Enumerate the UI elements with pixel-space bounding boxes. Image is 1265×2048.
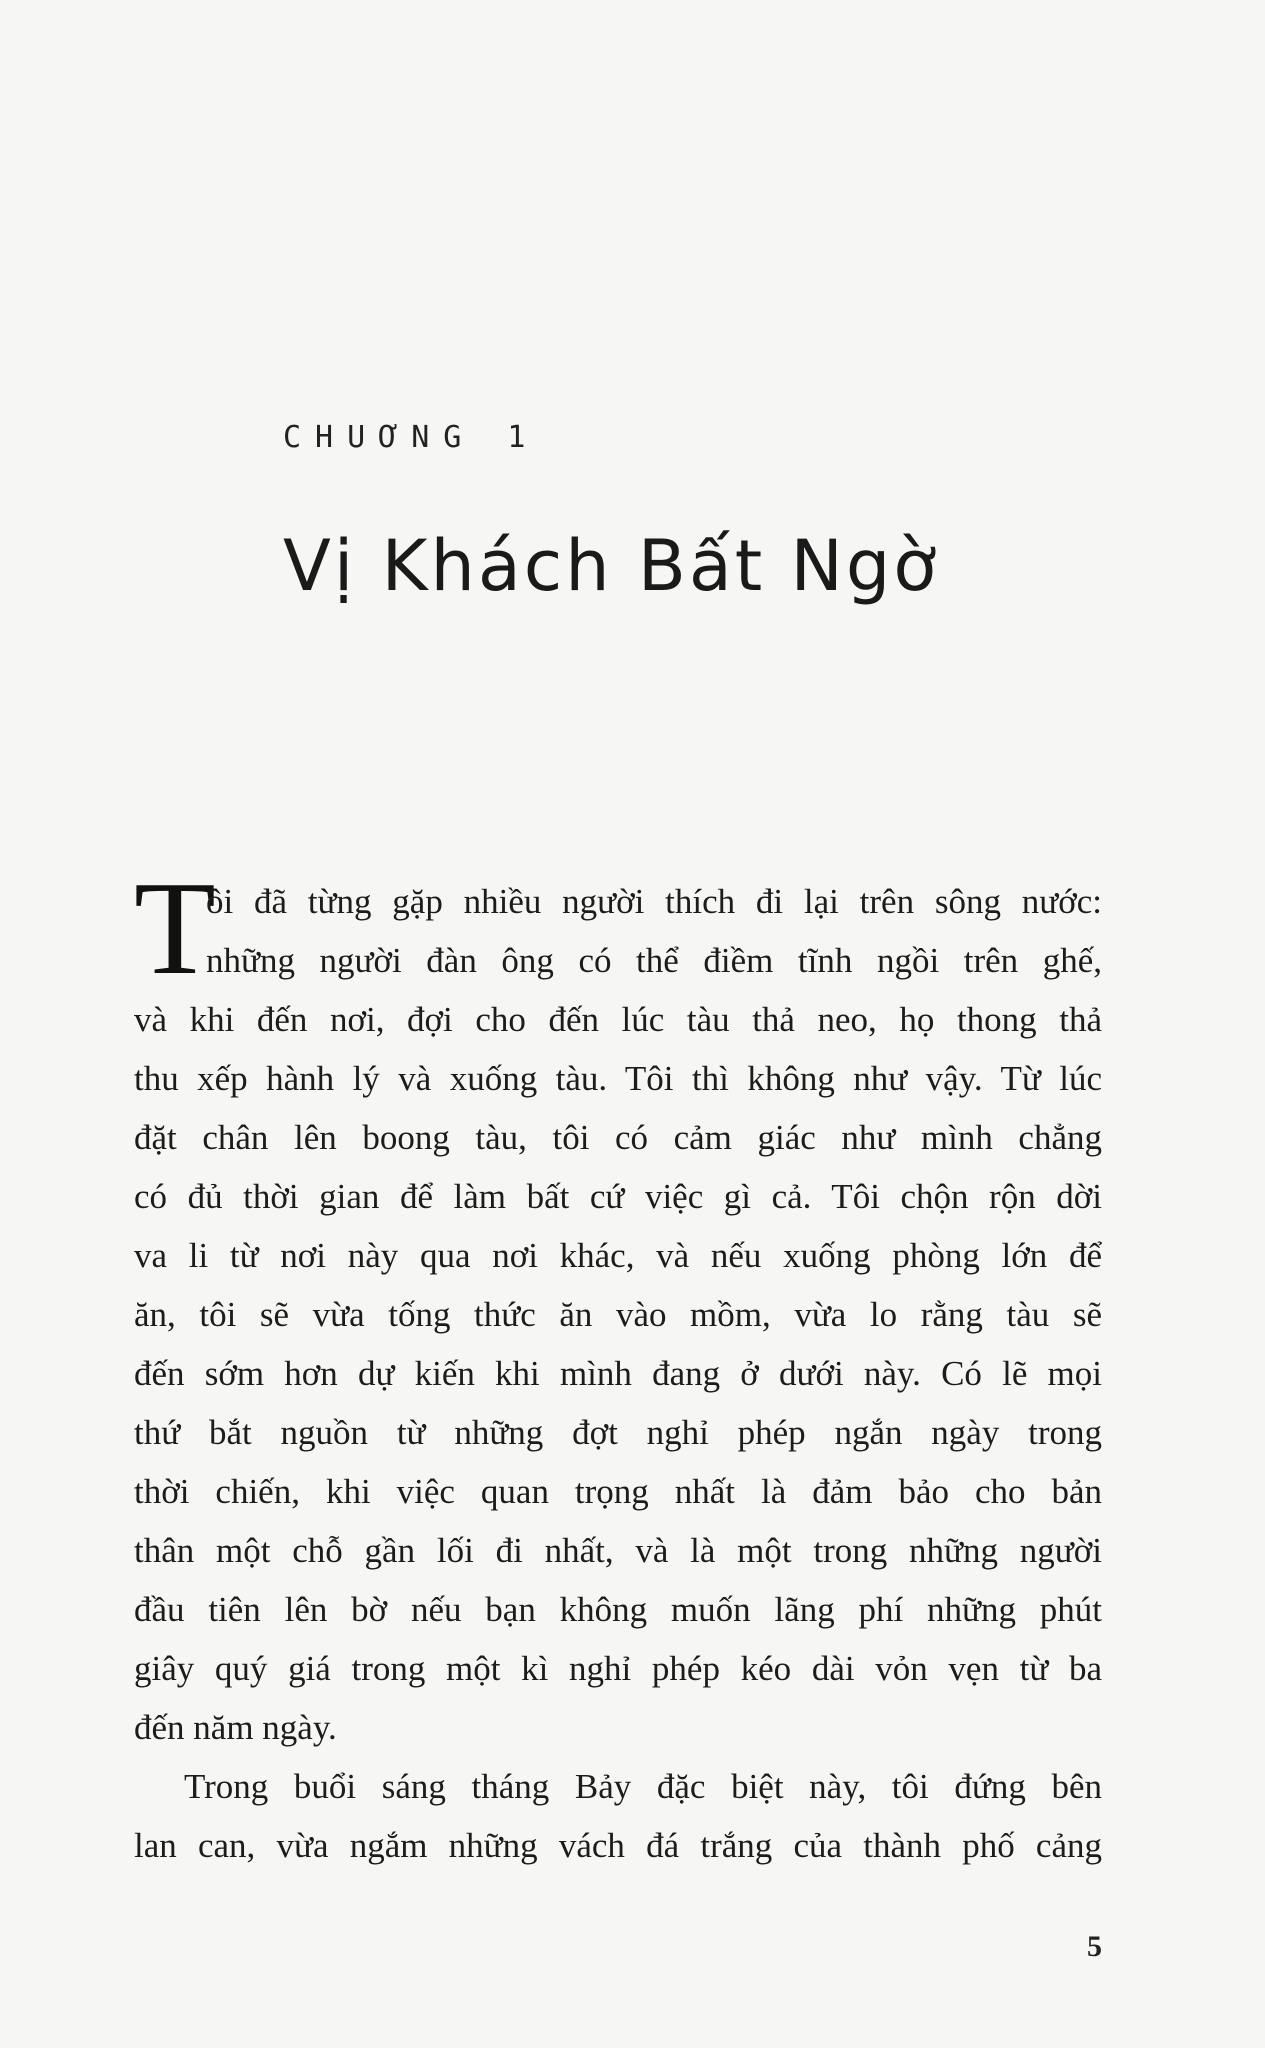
text-line: thời chiến, khi việc quan trọng nhất là đảm bảo cho bản bbox=[134, 1472, 1102, 1511]
text-line: ăn, tôi sẽ vừa tống thức ăn vào mồm, vừa lo rằng tàu sẽ bbox=[134, 1295, 1102, 1334]
text-line: thứ bắt nguồn từ những đợt nghỉ phép ngắn ngày trong bbox=[134, 1413, 1102, 1452]
text-line: đến sớm hơn dự kiến khi mình đang ở dưới này. Có lẽ mọi bbox=[134, 1354, 1102, 1393]
chapter-label: CHUƠNG 1 bbox=[283, 420, 540, 455]
text-line: đặt chân lên boong tàu, tôi có cảm giác như mình chẳng bbox=[134, 1118, 1102, 1157]
text-line: giây quý giá trong một kì nghỉ phép kéo dài vỏn vẹn từ ba bbox=[134, 1649, 1102, 1688]
dropcap-letter: T bbox=[134, 854, 216, 1002]
text-line: ôi đã từng gặp nhiều người thích đi lại trên sông nước: bbox=[206, 882, 1102, 921]
text-line: lan can, vừa ngắm những vách đá trắng của thành phố cảng bbox=[134, 1826, 1102, 1865]
text-line: Trong buổi sáng tháng Bảy đặc biệt này, tôi đứng bên bbox=[184, 1767, 1102, 1806]
text-line: những người đàn ông có thể điềm tĩnh ngồi trên ghế, bbox=[206, 941, 1102, 980]
chapter-title: Vị Khách Bất Ngờ bbox=[283, 525, 940, 607]
text-line: đầu tiên lên bờ nếu bạn không muốn lãng phí những phút bbox=[134, 1590, 1102, 1629]
text-line: va li từ nơi này qua nơi khác, và nếu xuống phòng lớn để bbox=[134, 1236, 1102, 1275]
page-number: 5 bbox=[1087, 1930, 1102, 1963]
text-line: có đủ thời gian để làm bất cứ việc gì cả. Tôi chộn rộn dời bbox=[134, 1177, 1102, 1216]
text-line: đến năm ngày. bbox=[134, 1708, 337, 1747]
text-line: và khi đến nơi, đợi cho đến lúc tàu thả neo, họ thong thả bbox=[134, 1000, 1102, 1039]
chapter-body bbox=[134, 854, 1102, 1875]
text-line: thân một chỗ gần lối đi nhất, và là một trong những người bbox=[134, 1531, 1102, 1570]
text-line: thu xếp hành lý và xuống tàu. Tôi thì không như vậy. Từ lúc bbox=[134, 1059, 1102, 1098]
